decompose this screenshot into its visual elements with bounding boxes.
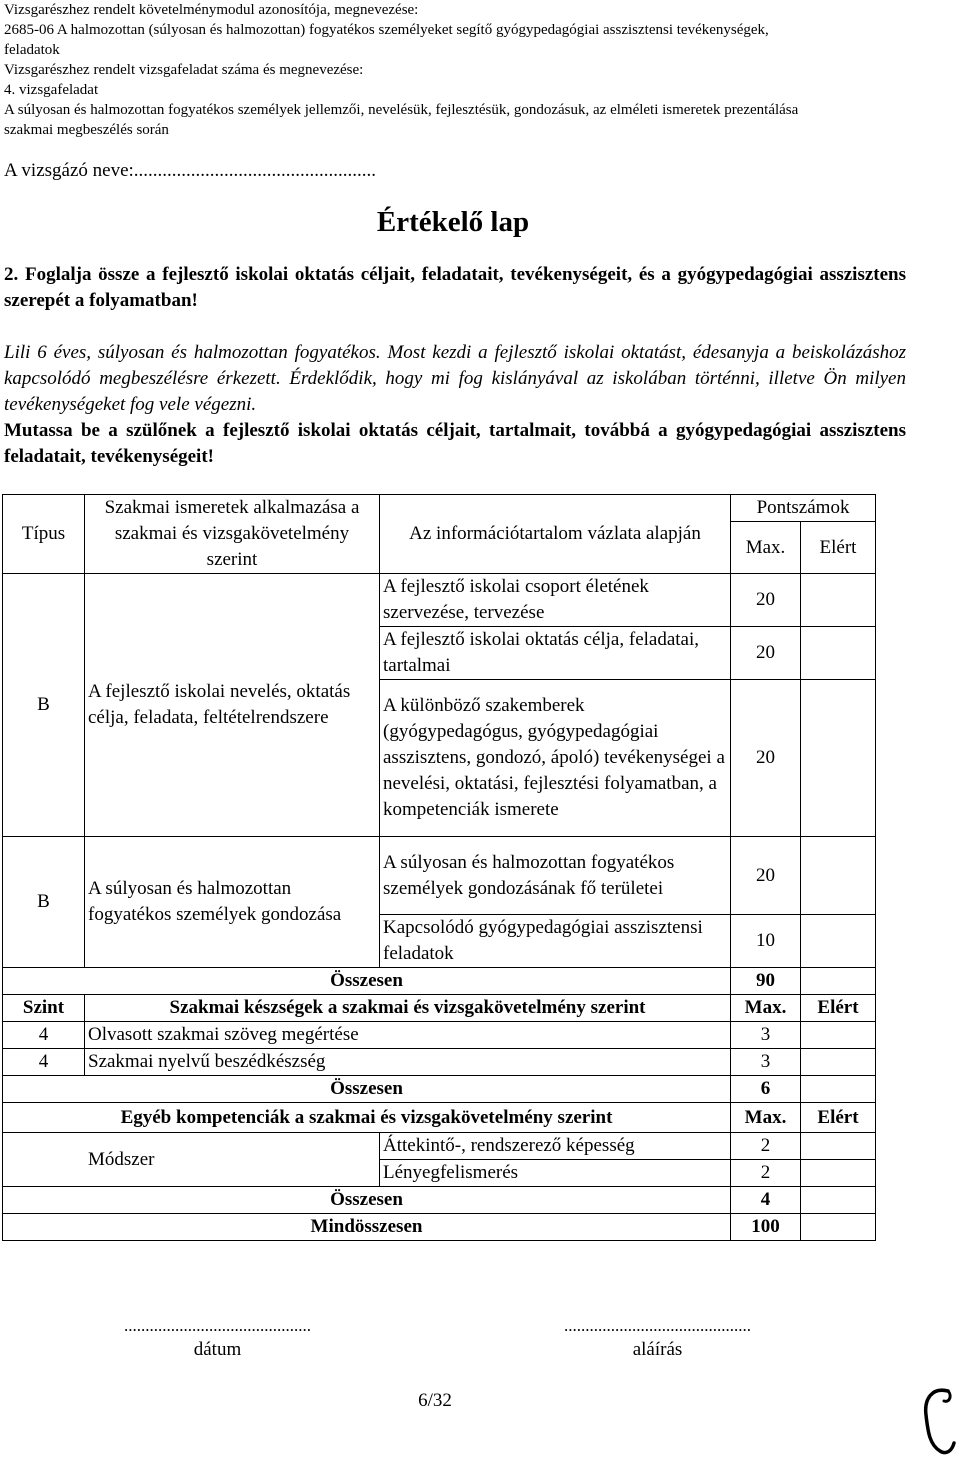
examinee-name-field: A vizsgázó neve:................................................... <box>4 160 377 181</box>
table-row <box>3 1133 876 1160</box>
header-line: szakmai megbeszélés során <box>4 122 169 138</box>
max-cell: 2 <box>731 1133 801 1160</box>
outline-cell: A súlyosan és halmozottan fogyatékos személyek gondozásának fő területei <box>380 837 731 915</box>
header-line: feladatok <box>4 42 60 58</box>
col-header-level: Szint <box>3 995 85 1022</box>
col-header-got: Elért <box>801 522 876 574</box>
date-label: dátum <box>193 1339 242 1360</box>
level-cell: 4 <box>3 1022 85 1049</box>
other-header-title: Egyéb kompetenciák a szakmai és vizsgakövetelmény szerint <box>3 1103 731 1133</box>
score-cell[interactable] <box>801 968 876 995</box>
signature-label: aláírás <box>632 1339 683 1360</box>
subtotal-row <box>3 1187 876 1214</box>
max-cell: 20 <box>731 680 801 837</box>
evaluation-table <box>2 494 876 1241</box>
type-cell: B <box>3 837 85 968</box>
score-cell[interactable] <box>801 1214 876 1241</box>
max-cell: 2 <box>731 1160 801 1187</box>
subtotal-label: Összesen <box>3 968 731 995</box>
header-line: 4. vizsgafeladat <box>4 82 99 98</box>
outline-cell: A különböző szakemberek (gyógypedagógus, gyógypedagógiai asszisztens, gondozó, ápoló) tevékenységei a nevelési, oktatási, fejlesztési folyamatban, a kompetenciák ismerete <box>380 680 731 837</box>
outline-cell: Kapcsolódó gyógypedagógiai asszisztensi feladatok <box>380 915 731 968</box>
grand-total-max: 100 <box>731 1214 801 1241</box>
table-row <box>3 837 876 915</box>
col-header-type: Típus <box>3 495 85 574</box>
max-cell: 20 <box>731 837 801 915</box>
other-header-row <box>3 1103 876 1133</box>
subtotal-label: Összesen <box>3 1076 731 1103</box>
grand-total-row <box>3 1214 876 1241</box>
score-cell[interactable] <box>801 627 876 680</box>
level-cell: 4 <box>3 1049 85 1076</box>
col-header-outline: Az információtartalom vázlata alapján <box>380 495 731 574</box>
col-header-max: Max. <box>731 1103 801 1133</box>
date-dots[interactable]: ............................................ <box>124 1316 311 1335</box>
score-cell[interactable] <box>801 915 876 968</box>
col-header-max: Max. <box>731 522 801 574</box>
col-header-got: Elért <box>801 995 876 1022</box>
skill-cell: Szakmai nyelvű beszédkészség <box>85 1049 731 1076</box>
outline-cell: A fejlesztő iskolai csoport életének szervezése, tervezése <box>380 574 731 627</box>
subtotal-row <box>3 968 876 995</box>
outline-cell: A fejlesztő iskolai oktatás célja, feladatai, tartalmai <box>380 627 731 680</box>
signature-block <box>525 1315 790 1363</box>
col-header-points: Pontszámok <box>731 495 876 522</box>
max-cell: 20 <box>731 627 801 680</box>
skill-cell: Olvasott szakmai szöveg megértése <box>85 1022 731 1049</box>
scenario-text: Lili 6 éves, súlyosan és halmozottan fogyatékos. Most kezdi a fejlesztő iskolai oktatást, édesanyja a beiskolázáshoz kapcsolódó megbeszélésre érkezett. Érdeklődik, hogy mi fog kislányával az iskolában történni, illetve Ön milyen tevékenységeket fog vele végezni. <box>4 342 906 415</box>
grand-total-label: Mindösszesen <box>3 1214 731 1241</box>
max-cell: 3 <box>731 1022 801 1049</box>
topic-cell: A súlyosan és halmozottan fogyatékos személyek gondozása <box>85 837 380 968</box>
max-cell: 20 <box>731 574 801 627</box>
max-cell: 3 <box>731 1049 801 1076</box>
competency-cell: Áttekintő-, rendszerező képesség <box>380 1133 731 1160</box>
page-number: 6/32 <box>418 1390 452 1411</box>
subtotal-max: 6 <box>731 1076 801 1103</box>
table-row <box>3 1022 876 1049</box>
header-line: 2685-06 A halmozottan (súlyosan és halmozottan) fogyatékos személyeket segítő gyógypedagógiai asszisztensi tevékenységek, <box>4 22 769 38</box>
instruction-text: Mutassa be a szülőnek a fejlesztő iskolai oktatás céljait, tartalmait, továbbá a gyógypedagógiai asszisztens feladatait, tevékenységeit! <box>4 420 906 467</box>
col-header-max: Max. <box>731 995 801 1022</box>
col-header-got: Elért <box>801 1103 876 1133</box>
table-row <box>3 574 876 627</box>
score-cell[interactable] <box>801 574 876 627</box>
stylized-c-logo-icon <box>918 1385 958 1457</box>
date-signature-block <box>85 1315 350 1363</box>
max-cell: 10 <box>731 915 801 968</box>
type-cell: B <box>3 574 85 837</box>
score-cell[interactable] <box>801 1022 876 1049</box>
skills-header-title: Szakmai készségek a szakmai és vizsgakövetelmény szerint <box>85 995 731 1022</box>
score-cell[interactable] <box>801 1133 876 1160</box>
subtotal-row <box>3 1076 876 1103</box>
col-header-knowledge: Szakmai ismeretek alkalmazása a szakmai és vizsgakövetelmény szerint <box>85 495 380 574</box>
page-title: Értékelő lap <box>376 206 530 238</box>
topic-cell: A fejlesztő iskolai nevelés, oktatás célja, feladata, feltételrendszere <box>85 574 380 837</box>
task-statement: 2. Foglalja össze a fejlesztő iskolai oktatás céljait, feladatait, tevékenységeit, és a gyógypedagógiai asszisztens szerepét a folyamatban! <box>4 264 906 311</box>
signature-dots[interactable]: ............................................ <box>564 1316 751 1335</box>
header-line: Vizsgarészhez rendelt vizsgafeladat száma és megnevezése: <box>4 62 364 78</box>
method-cell: Módszer <box>3 1133 380 1187</box>
header-line: Vizsgarészhez rendelt követelménymodul azonosítója, megnevezése: <box>4 2 419 18</box>
score-cell[interactable] <box>801 1160 876 1187</box>
table-row <box>3 1049 876 1076</box>
skills-header-row <box>3 995 876 1022</box>
score-cell[interactable] <box>801 1187 876 1214</box>
subtotal-max: 90 <box>731 968 801 995</box>
subtotal-label: Összesen <box>3 1187 731 1214</box>
score-cell[interactable] <box>801 837 876 915</box>
header-line: A súlyosan és halmozottan fogyatékos személyek jellemzői, nevelésük, fejlesztésük, gondozásuk, az elméleti ismeretek prezentálása <box>4 102 799 118</box>
score-cell[interactable] <box>801 680 876 837</box>
score-cell[interactable] <box>801 1076 876 1103</box>
score-cell[interactable] <box>801 1049 876 1076</box>
subtotal-max: 4 <box>731 1187 801 1214</box>
competency-cell: Lényegfelismerés <box>380 1160 731 1187</box>
